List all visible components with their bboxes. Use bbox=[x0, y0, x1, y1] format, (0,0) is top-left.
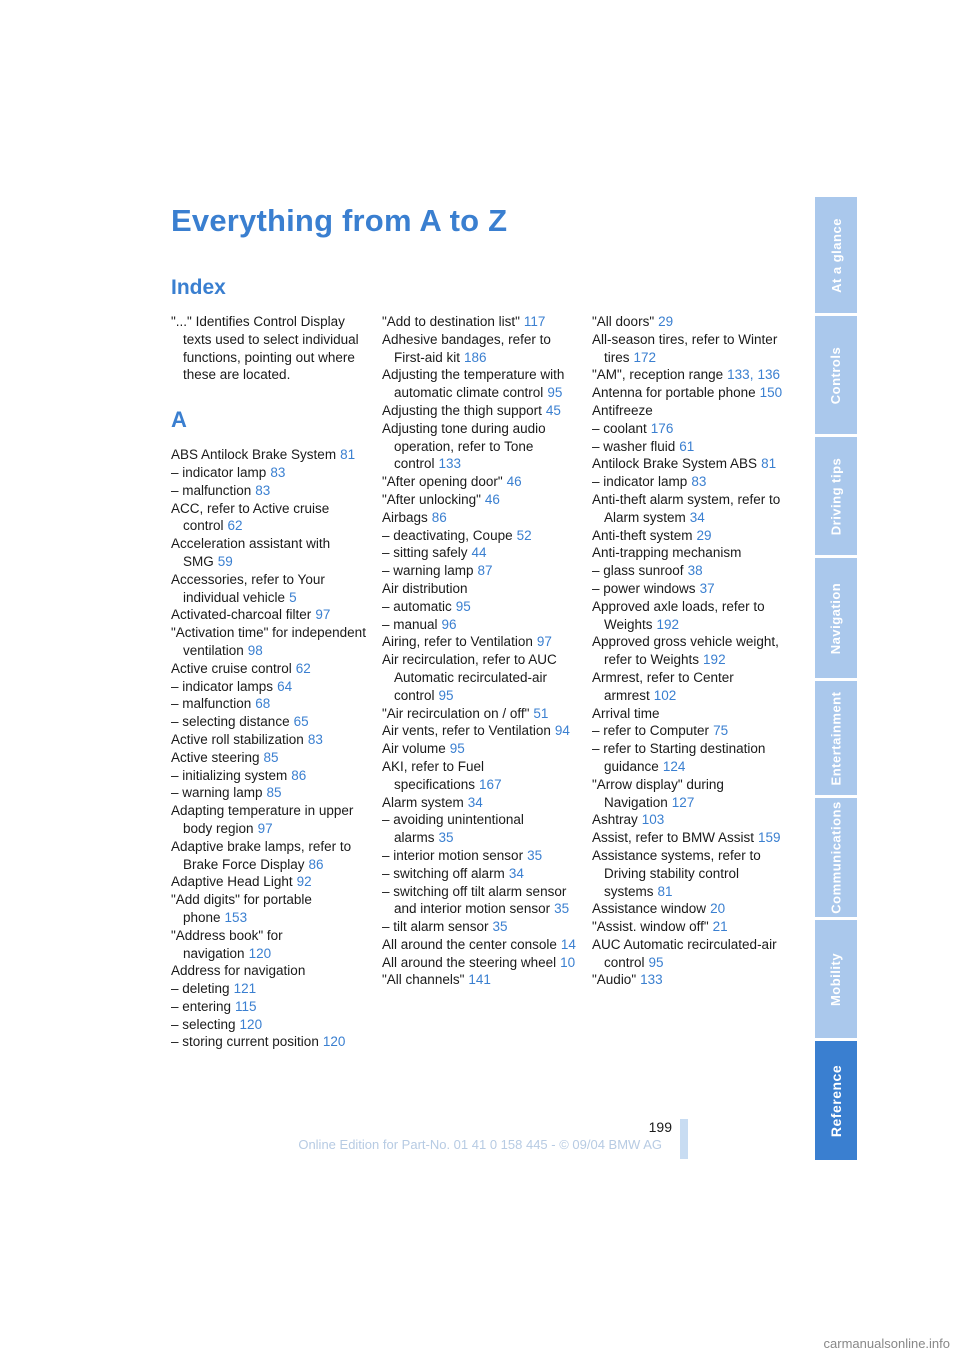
index-entry bbox=[171, 624, 367, 660]
index-entry bbox=[382, 722, 578, 740]
page-reference-link[interactable]: 34 bbox=[467, 794, 483, 810]
entry-text: Approved gross vehicle weight, refer to Weights bbox=[592, 634, 779, 668]
index-entry bbox=[592, 384, 788, 402]
index-entry bbox=[592, 829, 788, 847]
entry-text: – malfunction bbox=[171, 482, 252, 498]
entry-text: Air volume bbox=[382, 741, 446, 757]
index-entry bbox=[592, 313, 788, 331]
index-entry bbox=[171, 802, 367, 838]
page-reference-link[interactable]: 120 bbox=[248, 945, 272, 961]
entry-text: ABS Antilock Brake System bbox=[171, 447, 337, 463]
entry-text: Accessories, refer to Your individual vehicle bbox=[171, 571, 325, 605]
index-entry bbox=[382, 971, 578, 989]
entry-text: Adjusting tone during audio operation, refer to Tone control bbox=[382, 420, 546, 472]
page-reference-link[interactable]: 120 bbox=[322, 1034, 346, 1050]
page-reference-link[interactable]: 46 bbox=[484, 491, 500, 507]
index-entry bbox=[382, 865, 578, 883]
page-reference-link[interactable]: 159 bbox=[758, 830, 781, 846]
page-reference-link[interactable]: 141 bbox=[468, 972, 491, 988]
tab-label: Controls bbox=[828, 346, 844, 404]
index-entry bbox=[171, 1016, 367, 1034]
page-reference-link[interactable]: 62 bbox=[295, 660, 311, 676]
entry-text: "Arrow display" during Navigation bbox=[592, 776, 724, 810]
page-reference-link[interactable]: 35 bbox=[527, 847, 543, 863]
section-heading: Index bbox=[171, 276, 226, 299]
index-entry bbox=[382, 331, 578, 367]
entry-text: Antenna for portable phone bbox=[592, 385, 756, 401]
page-reference-link[interactable]: 35 bbox=[554, 901, 570, 917]
page-reference-link[interactable]: 81 bbox=[657, 883, 673, 899]
index-entry bbox=[171, 464, 367, 482]
index-entry bbox=[592, 740, 788, 776]
entry-text: – indicator lamps bbox=[171, 678, 274, 694]
entry-text: "Activation time" for independent ventilation bbox=[171, 625, 366, 658]
page-reference-link[interactable]: 65 bbox=[293, 714, 309, 730]
entry-text: – sitting safely bbox=[382, 545, 468, 561]
page-reference-link[interactable]: 96 bbox=[441, 616, 457, 632]
index-entry bbox=[171, 571, 367, 607]
page-reference-link[interactable]: 75 bbox=[713, 723, 729, 739]
index-entry bbox=[382, 580, 578, 598]
page-reference-link[interactable]: 51 bbox=[533, 705, 549, 721]
entries-col1 bbox=[171, 446, 367, 1051]
entry-text: – tilt alarm sensor bbox=[382, 919, 489, 935]
page-reference-link[interactable]: 52 bbox=[516, 527, 532, 543]
index-entry bbox=[382, 313, 578, 331]
page-reference-link[interactable]: 64 bbox=[277, 678, 293, 694]
index-entry bbox=[382, 509, 578, 527]
page-reference-link[interactable]: 192 bbox=[703, 652, 726, 668]
index-entry bbox=[592, 900, 788, 918]
entry-text: – selecting distance bbox=[171, 714, 290, 730]
page-reference-link[interactable]: 37 bbox=[699, 580, 715, 596]
edition-footer: Online Edition for Part-No. 01 41 0 158 445 - © 09/04 BMW AG bbox=[298, 1137, 662, 1152]
page-reference-link[interactable]: 121 bbox=[233, 981, 257, 997]
entry-text: Airing, refer to Ventilation bbox=[382, 634, 533, 650]
index-entry bbox=[171, 784, 367, 802]
page-reference-link[interactable]: 85 bbox=[266, 785, 282, 801]
page-reference-link[interactable]: 115 bbox=[235, 998, 257, 1014]
entry-text: Arrival time bbox=[592, 705, 660, 721]
entry-text: "Air recirculation on / off" bbox=[382, 705, 530, 721]
index-entry bbox=[171, 660, 367, 678]
index-entry bbox=[592, 918, 788, 936]
entry-text: Approved axle loads, refer to Weights bbox=[592, 598, 765, 632]
entry-text: – glass sunroof bbox=[592, 563, 684, 579]
index-entry bbox=[171, 767, 367, 785]
entry-text: Armrest, refer to Center armrest bbox=[592, 669, 734, 703]
entry-text: Anti-theft alarm system, refer to Alarm system bbox=[592, 491, 781, 525]
page-reference-link[interactable]: 81 bbox=[761, 456, 777, 472]
page-reference-link[interactable]: 44 bbox=[471, 545, 487, 561]
entry-text: "All channels" bbox=[382, 972, 465, 988]
letter-heading: A bbox=[171, 407, 187, 433]
index-entry bbox=[382, 633, 578, 651]
index-entry bbox=[382, 811, 578, 847]
index-entry bbox=[171, 678, 367, 696]
entry-text: – interior motion sensor bbox=[382, 847, 524, 863]
entries-col2 bbox=[382, 313, 578, 989]
entry-text: – switching off tilt alarm sensor and interior motion sensor bbox=[382, 883, 567, 917]
tab-driving-tips[interactable] bbox=[815, 437, 857, 555]
entry-text: "Add to destination list" bbox=[382, 314, 520, 329]
tab-label: At a glance bbox=[828, 217, 844, 293]
page-reference-link[interactable]: 20 bbox=[710, 901, 726, 917]
entry-text: "Assist. window off" bbox=[592, 919, 709, 935]
page-reference-link[interactable]: 86 bbox=[291, 767, 307, 783]
entry-text: – entering bbox=[171, 998, 232, 1014]
index-entry bbox=[592, 811, 788, 829]
entry-text: Address for navigation bbox=[171, 963, 306, 979]
index-entry bbox=[171, 998, 367, 1016]
entry-text: "Add digits" for portable phone bbox=[171, 892, 312, 925]
entry-text: – deleting bbox=[171, 981, 230, 997]
entries-col3 bbox=[592, 313, 788, 989]
index-entry bbox=[382, 491, 578, 509]
entry-text: – indicator lamp bbox=[171, 464, 267, 480]
page-reference-link[interactable]: 86 bbox=[431, 509, 447, 525]
index-entry bbox=[592, 331, 788, 367]
index-entry: "AM", reception range 133, 136 bbox=[592, 367, 780, 383]
entry-text: ACC, refer to Active cruise control bbox=[171, 500, 330, 534]
page-reference-link[interactable]: 59 bbox=[217, 553, 233, 569]
entry-text: Acceleration assistant with SMG bbox=[171, 536, 331, 569]
page-reference-link[interactable]: 95 bbox=[438, 687, 454, 703]
entry-text: "AM", reception range bbox=[592, 367, 724, 383]
index-entry bbox=[592, 438, 788, 456]
index-entry bbox=[171, 500, 367, 536]
page-reference-link[interactable]: 10 bbox=[560, 954, 576, 970]
index-entry bbox=[171, 713, 367, 731]
index-entry bbox=[382, 794, 578, 812]
entry-text: Ashtray bbox=[592, 812, 638, 828]
tab-entertainment[interactable] bbox=[815, 681, 857, 795]
entry-text: – washer fluid bbox=[592, 438, 676, 454]
page-reference-link[interactable]: 35 bbox=[438, 830, 454, 846]
page-reference-link[interactable]: 95 bbox=[455, 598, 471, 614]
entry-text: Antifreeze bbox=[592, 402, 653, 418]
index-entry bbox=[171, 606, 367, 624]
page-reference-link[interactable]: 95 bbox=[449, 741, 465, 757]
tab-label: Mobility bbox=[828, 952, 844, 1006]
watermark: carmanualsonline.info bbox=[823, 1336, 950, 1351]
entry-text: Adapting temperature in upper body region bbox=[171, 803, 354, 836]
index-entry bbox=[592, 936, 788, 972]
page-reference-link[interactable]: 98 bbox=[247, 642, 263, 658]
page-reference-link[interactable]: 83 bbox=[270, 464, 286, 480]
page-reference-link[interactable]: 127 bbox=[671, 794, 695, 810]
page-reference-link[interactable]: 97 bbox=[536, 634, 552, 650]
entry-text: Anti-theft system bbox=[592, 527, 693, 543]
page-reference-link[interactable]: 61 bbox=[679, 438, 695, 454]
page-reference-link[interactable]: 153 bbox=[224, 909, 248, 925]
index-entry bbox=[382, 402, 578, 420]
index-entry bbox=[592, 776, 788, 812]
entry-text: Assistance window bbox=[592, 901, 707, 917]
tab-label: Driving tips bbox=[828, 457, 844, 535]
index-entry bbox=[171, 1033, 367, 1051]
page-reference-link[interactable]: 35 bbox=[492, 919, 508, 935]
index-entry bbox=[592, 633, 788, 669]
index-entry bbox=[592, 669, 788, 705]
entry-text: Active cruise control bbox=[171, 660, 292, 676]
entry-text: – storing current position bbox=[171, 1034, 319, 1050]
index-entry bbox=[382, 740, 578, 758]
entry-text: Airbags bbox=[382, 509, 428, 525]
index-entry bbox=[592, 420, 788, 438]
index-entry bbox=[592, 491, 788, 527]
entry-text: Adjusting the temperature with automatic climate control bbox=[382, 367, 565, 401]
index-entry bbox=[171, 962, 367, 980]
index-entry bbox=[382, 527, 578, 545]
entry-text: Alarm system bbox=[382, 794, 464, 810]
page-reference-link[interactable]: 34 bbox=[689, 509, 705, 525]
entry-text: Adaptive Head Light bbox=[171, 874, 293, 890]
page-reference-link[interactable]: 97 bbox=[257, 820, 273, 836]
index-entry bbox=[171, 749, 367, 767]
chapter-sidebar bbox=[815, 197, 857, 1160]
page-reference-link[interactable]: 29 bbox=[658, 314, 674, 329]
page-reference-link[interactable]: 97 bbox=[315, 607, 331, 623]
index-entry bbox=[592, 562, 788, 580]
entry-text: – warning lamp bbox=[171, 785, 263, 801]
index-entry bbox=[382, 758, 578, 794]
entry-text: Adaptive brake lamps, refer to Brake Force Display bbox=[171, 838, 352, 872]
entry-text: "Address book" for navigation bbox=[171, 927, 283, 961]
entry-text: All around the center console bbox=[382, 936, 557, 952]
page-reference-link[interactable]: 29 bbox=[696, 527, 712, 543]
entry-text: – avoiding unintentional alarms bbox=[382, 812, 524, 846]
page-reference-link[interactable]: 5 bbox=[289, 589, 297, 605]
entry-text: All around the steering wheel bbox=[382, 954, 557, 970]
index-entry bbox=[382, 598, 578, 616]
page-reference-link[interactable]: 102 bbox=[653, 687, 677, 703]
tab-label: Entertainment bbox=[828, 691, 844, 785]
index-entry bbox=[592, 473, 788, 491]
page-marker-bar bbox=[680, 1119, 688, 1159]
page-reference-link[interactable]: 14 bbox=[560, 936, 576, 952]
page-reference-link[interactable]: 85 bbox=[263, 749, 279, 765]
index-entry bbox=[592, 402, 788, 420]
page-reference-link[interactable]: 133 bbox=[438, 456, 462, 472]
index-entry bbox=[171, 446, 367, 464]
entry-text: "After unlocking" bbox=[382, 491, 481, 507]
index-entry bbox=[382, 847, 578, 865]
entry-text: Adjusting the thigh support bbox=[382, 402, 542, 418]
page-reference-link[interactable]: 46 bbox=[506, 474, 522, 490]
intro-note: "..." Identifies Control Display texts used to select individual functions, pointing out where these are located. bbox=[171, 314, 359, 383]
page-reference-link[interactable]: 186 bbox=[464, 349, 487, 365]
index-entry bbox=[382, 616, 578, 634]
index-entry bbox=[171, 838, 367, 874]
entry-text: Air recirculation, refer to AUC Automatic recirculated-air control bbox=[382, 652, 557, 703]
index-entry bbox=[382, 473, 578, 491]
entry-text: – warning lamp bbox=[382, 563, 474, 579]
index-entry bbox=[382, 544, 578, 562]
entry-text: Assist, refer to BMW Assist bbox=[592, 830, 755, 846]
index-entry bbox=[171, 482, 367, 500]
entry-text: – malfunction bbox=[171, 696, 252, 712]
entry-text: "All doors" bbox=[592, 314, 655, 329]
index-entry bbox=[592, 847, 788, 900]
tab-communications[interactable] bbox=[815, 798, 857, 917]
entry-text: – manual bbox=[382, 616, 438, 632]
page-reference-link[interactable]: 83 bbox=[255, 482, 271, 498]
index-entry bbox=[592, 971, 788, 989]
index-entry bbox=[592, 580, 788, 598]
entry-text: All-season tires, refer to Winter tires bbox=[592, 331, 778, 365]
page-reference-link[interactable]: 21 bbox=[712, 919, 728, 935]
entry-text: "Audio" bbox=[592, 972, 637, 988]
index-entry bbox=[171, 695, 367, 713]
page-reference-link[interactable]: 38 bbox=[687, 563, 703, 579]
index-column-2 bbox=[382, 313, 578, 989]
index-entry bbox=[382, 954, 578, 972]
page-reference-link[interactable]: 68 bbox=[255, 696, 271, 712]
tab-navigation[interactable] bbox=[815, 558, 857, 678]
tab-at-a-glance[interactable] bbox=[815, 197, 857, 313]
tab-label: Navigation bbox=[828, 582, 844, 654]
tab-controls[interactable] bbox=[815, 316, 857, 434]
page-reference-link[interactable]: 133 bbox=[640, 972, 663, 988]
page-reference-link[interactable]: 95 bbox=[648, 954, 664, 970]
entry-text: Active roll stabilization bbox=[171, 731, 304, 747]
entry-text: Anti-trapping mechanism bbox=[592, 545, 742, 561]
index-entry bbox=[592, 705, 788, 723]
entry-text: – initializing system bbox=[171, 767, 288, 783]
entry-text: – automatic bbox=[382, 598, 452, 614]
index-entry bbox=[171, 927, 367, 963]
index-entry bbox=[171, 731, 367, 749]
index-entry bbox=[171, 873, 367, 891]
entry-text: Air distribution bbox=[382, 580, 468, 596]
page-reference-link[interactable]: 176 bbox=[650, 420, 674, 436]
page-reference-link[interactable]: 87 bbox=[477, 563, 493, 579]
page-reference-link[interactable]: 124 bbox=[662, 758, 686, 774]
index-entry bbox=[382, 651, 578, 704]
index-entry bbox=[382, 366, 578, 402]
page-reference-link[interactable]: 86 bbox=[308, 856, 324, 872]
index-entry bbox=[171, 535, 367, 571]
index-entry bbox=[592, 544, 788, 562]
index-column-1 bbox=[171, 313, 367, 1051]
page-reference-link[interactable]: 133 bbox=[727, 367, 750, 383]
page-reference-link[interactable]: 150 bbox=[759, 385, 783, 401]
index-entry bbox=[592, 527, 788, 545]
page-reference-link[interactable]: 167 bbox=[479, 776, 502, 792]
page-reference-link[interactable]: 81 bbox=[340, 447, 356, 463]
page-reference-link[interactable]: 120 bbox=[239, 1016, 263, 1032]
entry-text: Air vents, refer to Ventilation bbox=[382, 723, 551, 739]
entry-text: – selecting bbox=[171, 1016, 236, 1032]
page-number: 199 bbox=[648, 1119, 672, 1135]
index-entry bbox=[592, 455, 788, 473]
tab-mobility[interactable] bbox=[815, 920, 857, 1038]
entry-text: Adhesive bandages, refer to First-aid kit bbox=[382, 331, 551, 365]
page-reference-link[interactable]: 94 bbox=[554, 723, 570, 739]
index-entry bbox=[382, 918, 578, 936]
index-entry bbox=[592, 598, 788, 634]
page-reference-link[interactable]: 62 bbox=[227, 518, 243, 534]
entry-text: Antilock Brake System ABS bbox=[592, 456, 758, 472]
page-title: Everything from A to Z bbox=[171, 203, 508, 238]
entry-text: Assistance systems, refer to Driving stability control systems bbox=[592, 847, 761, 899]
tab-label: Communications bbox=[828, 801, 844, 914]
page-reference-link[interactable]: 172 bbox=[633, 349, 657, 365]
index-entry bbox=[382, 420, 578, 473]
page-reference-link[interactable]: 192 bbox=[656, 616, 680, 632]
page-reference-link[interactable]: 95 bbox=[547, 385, 563, 401]
page-reference-link[interactable]: 92 bbox=[296, 874, 312, 890]
entry-text: "After opening door" bbox=[382, 474, 503, 490]
tab-reference[interactable] bbox=[815, 1041, 857, 1160]
index-column-3 bbox=[592, 313, 788, 989]
page-reference-link[interactable]: 103 bbox=[641, 812, 665, 828]
page-reference-link[interactable]: 45 bbox=[545, 402, 561, 418]
index-entry bbox=[171, 980, 367, 998]
page-reference-link[interactable]: 34 bbox=[508, 865, 524, 881]
entry-text: – power windows bbox=[592, 580, 696, 596]
page-reference-link[interactable]: 83 bbox=[307, 731, 323, 747]
entry-text: – refer to Starting destination guidance bbox=[592, 741, 766, 774]
index-entry bbox=[382, 883, 578, 919]
entry-text: AKI, refer to Fuel specifications bbox=[382, 758, 485, 792]
page-reference-link[interactable]: 83 bbox=[691, 474, 707, 490]
index-entry bbox=[382, 936, 578, 954]
entry-text: Active steering bbox=[171, 749, 260, 765]
index-entry bbox=[171, 891, 367, 927]
index-entry bbox=[592, 722, 788, 740]
entry-text: – deactivating, Coupe bbox=[382, 527, 513, 543]
tab-label: Reference bbox=[828, 1064, 845, 1137]
entry-text: – refer to Computer bbox=[592, 723, 710, 739]
page-reference-link[interactable]: 117 bbox=[523, 314, 546, 329]
index-entry bbox=[382, 705, 578, 723]
entry-text: AUC Automatic recirculated-air control bbox=[592, 936, 777, 970]
index-entry bbox=[382, 562, 578, 580]
entry-text: – switching off alarm bbox=[382, 865, 505, 881]
page-reference-link[interactable]: 136 bbox=[757, 367, 780, 383]
entry-text: – indicator lamp bbox=[592, 474, 688, 490]
entry-text: – coolant bbox=[592, 420, 647, 436]
entry-text: Activated-charcoal filter bbox=[171, 607, 312, 623]
